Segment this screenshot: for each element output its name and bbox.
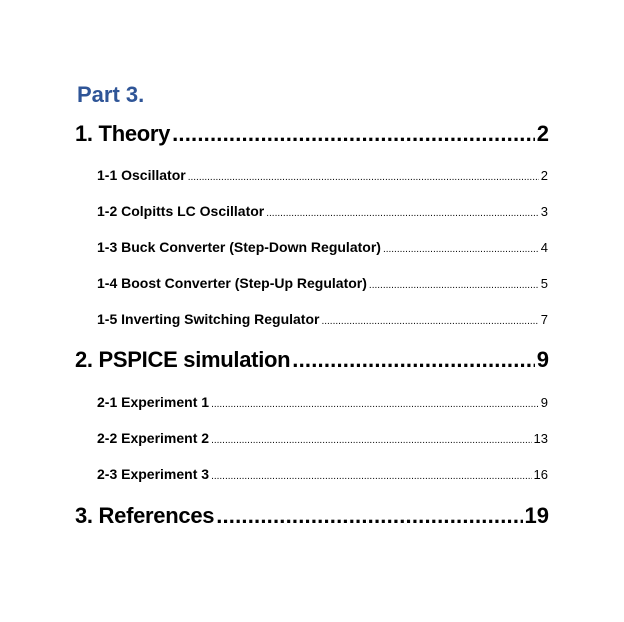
toc-item-experiment-1[interactable] — [97, 394, 548, 410]
toc-item-buck-converter[interactable] — [97, 239, 548, 255]
toc-item-label: 1-1 Oscillator — [97, 167, 186, 183]
toc-page-number: 9 — [540, 395, 548, 410]
dot-leader — [211, 471, 531, 482]
toc-item-label: 1-3 Buck Converter (Step-Down Regulator) — [97, 239, 381, 255]
dot-leader — [266, 208, 539, 219]
dot-leader — [188, 172, 539, 183]
toc-item-label: 2-3 Experiment 3 — [97, 466, 210, 482]
toc-section-references[interactable] — [75, 503, 549, 529]
dot-leader — [216, 503, 522, 529]
toc-section-label: 2. PSPICE simulation — [75, 347, 291, 372]
toc-section-pspice-simulation[interactable] — [75, 347, 549, 373]
toc-page-number: 4 — [540, 240, 548, 255]
part-title: Part 3. — [77, 82, 145, 107]
toc-item-label: 1-5 Inverting Switching Regulator — [97, 311, 320, 327]
toc-page-number: 9 — [536, 347, 549, 372]
dot-leader — [369, 280, 539, 291]
toc-page-number: 2 — [536, 121, 549, 146]
toc-page-number: 19 — [524, 503, 549, 528]
toc-item-colpitts[interactable] — [97, 203, 548, 219]
toc-item-experiment-2[interactable] — [97, 430, 548, 446]
toc-page-number: 13 — [533, 431, 548, 446]
dot-leader — [383, 244, 539, 255]
toc-item-experiment-3[interactable] — [97, 466, 548, 482]
dot-leader — [211, 399, 539, 410]
toc-item-oscillator[interactable] — [97, 167, 548, 183]
toc-page-number: 2 — [540, 168, 548, 183]
toc-page-number: 3 — [540, 204, 548, 219]
toc-item-label: 1-4 Boost Converter (Step-Up Regulator) — [97, 275, 367, 291]
toc-item-inverting-regulator[interactable] — [97, 311, 548, 327]
dot-leader — [321, 316, 538, 327]
toc-item-label: 2-2 Experiment 2 — [97, 430, 210, 446]
toc-section-theory[interactable] — [75, 121, 549, 147]
dot-leader — [172, 121, 535, 147]
dot-leader — [292, 347, 534, 373]
toc-item-boost-converter[interactable] — [97, 275, 548, 291]
toc-page-number: 16 — [533, 467, 548, 482]
toc-page-number: 5 — [540, 276, 548, 291]
toc-page-number: 7 — [540, 312, 548, 327]
dot-leader — [211, 435, 531, 446]
toc-section-label: 1. Theory — [75, 121, 171, 146]
toc-item-label: 1-2 Colpitts LC Oscillator — [97, 203, 265, 219]
toc-item-label: 2-1 Experiment 1 — [97, 394, 210, 410]
toc-section-label: 3. References — [75, 503, 215, 528]
